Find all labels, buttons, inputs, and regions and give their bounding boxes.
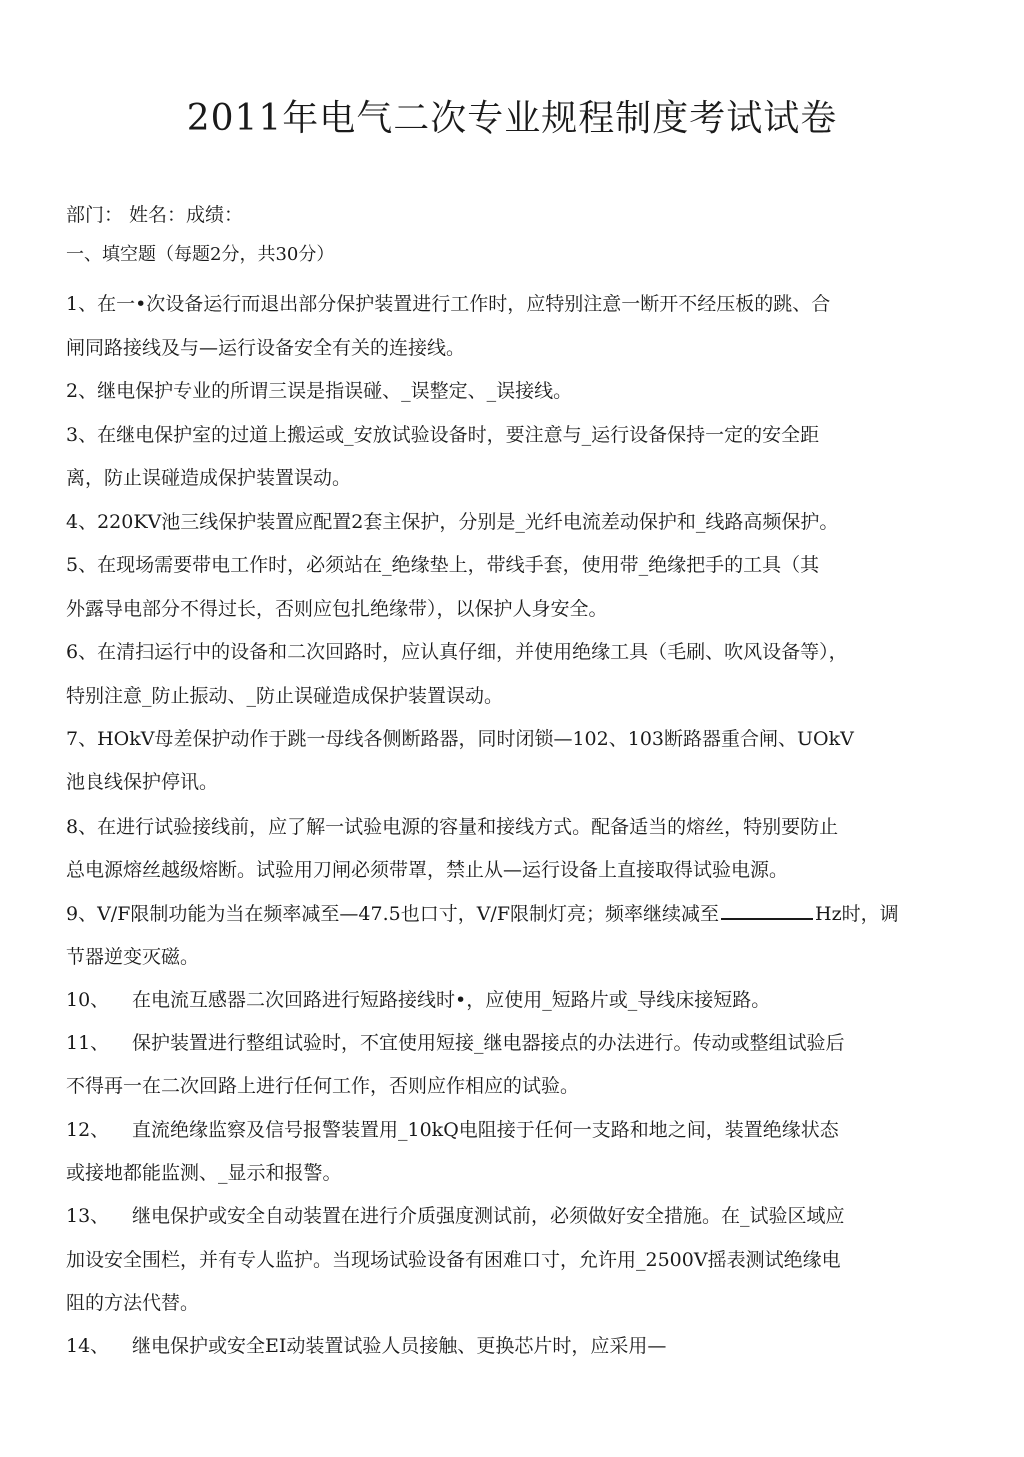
question-10-text: 在电流互感器二次回路进行短路接线时•，应使用_短路片或_导线床接短路。 [132, 989, 771, 1011]
question-9-text-before-blank: 9、V/F限制功能为当在频率减至—47.5也口寸，V/F限制灯亮；频率继续减至 [66, 903, 720, 925]
question-9-line-2: 节器逆变灭磁。 [66, 946, 200, 968]
question-11-line-1 [66, 1028, 845, 1055]
question-14-text: 继电保护或安全EI动装置试验人员接触、更换芯片时，应采用— [132, 1335, 667, 1357]
question-2-line-1: 2、继电保护专业的所谓三误是指误碰、_误整定、_误接线。 [66, 380, 573, 402]
question-12-line-1 [66, 1115, 839, 1142]
question-5-line-2: 外露导电部分不得过长，否则应包扎绝缘带），以保护人身安全。 [66, 598, 608, 620]
question-10-number: 10、 [66, 989, 110, 1011]
question-7-line-2: 池良线保护停讯。 [66, 771, 219, 793]
question-13-text: 继电保护或安全自动装置在进行介质强度测试前，必须做好安全措施。在_试验区域应 [132, 1205, 845, 1227]
exam-title: 2011年电气二次专业规程制度考试试卷 [186, 98, 838, 139]
question-10-line-1 [66, 985, 770, 1012]
question-13-number: 13、 [66, 1205, 110, 1227]
question-8-line-2: 总电源熔丝越级熔断。试验用刀闸必须带罩，禁止从—运行设备上直接取得试验电源。 [66, 859, 789, 881]
question-1-line-2: 闸同路接线及与—运行设备安全有关的连接线。 [66, 337, 466, 359]
question-6-line-1: 6、在清扫运行中的设备和二次回路时，应认真仔细，并使用绝缘工具（毛刷、吹风设备等）， [66, 641, 848, 663]
question-3-line-1: 3、在继电保护室的过道上搬运或_安放试验设备时，要注意与_运行设备保持一定的安全距 [66, 424, 820, 446]
question-13-line-3: 阻的方法代替。 [66, 1292, 200, 1314]
question-14-number: 14、 [66, 1335, 110, 1357]
question-6-line-2: 特别注意_防止振动、_防止误碰造成保护装置误动。 [66, 685, 504, 707]
question-7-line-1: 7、HOkV母差保护动作于跳一母线各侧断路器，同时闭锁—102、103断路器重合闸、UOkV [66, 728, 854, 750]
section-heading: 一、填空题（每题2分，共30分） [66, 244, 335, 265]
question-12-text: 直流绝缘监察及信号报警装置用_10kQ电阻接于任何一支路和地之间，装置绝缘状态 [132, 1119, 839, 1141]
question-3-line-2: 离，防止误碰造成保护装置误动。 [66, 467, 352, 489]
question-9-line-1 [66, 899, 899, 926]
exam-info-line: 部门： 姓名：成绩： [66, 204, 244, 226]
question-11-text: 保护装置进行整组试验时，不宜使用短接_继电器接点的办法进行。传动或整组试验后 [132, 1032, 845, 1054]
question-14-line-1 [66, 1331, 666, 1358]
question-11-number: 11、 [66, 1032, 110, 1054]
question-13-line-1 [66, 1201, 845, 1228]
question-13-line-2: 加设安全围栏，并有专人监护。当现场试验设备有困难口寸，允许用_2500V摇表测试绝缘电 [66, 1249, 841, 1271]
question-5-line-1: 5、在现场需要带电工作时，必须站在_绝缘垫上，带线手套，使用带_绝缘把手的工具（其 [66, 554, 820, 576]
question-9-text-after-blank: Hz时，调 [815, 903, 899, 925]
question-11-line-2: 不得再一在二次回路上进行任何工作，否则应作相应的试验。 [66, 1075, 580, 1097]
question-4-line-1: 4、220KV池三线保护装置应配置2套主保护，分别是_光纤电流差动保护和_线路高频保护。 [66, 511, 839, 533]
question-12-number: 12、 [66, 1119, 110, 1141]
question-12-line-2: 或接地都能监测、_显示和报警。 [66, 1162, 342, 1184]
answer-blank [721, 900, 813, 920]
question-8-line-1: 8、在进行试验接线前，应了解一试验电源的容量和接线方式。配备适当的熔丝，特别要防止 [66, 816, 839, 838]
question-1-line-1: 1、在一•次设备运行而退出部分保护装置进行工作时，应特别注意一断开不经压板的跳、合 [66, 293, 831, 315]
